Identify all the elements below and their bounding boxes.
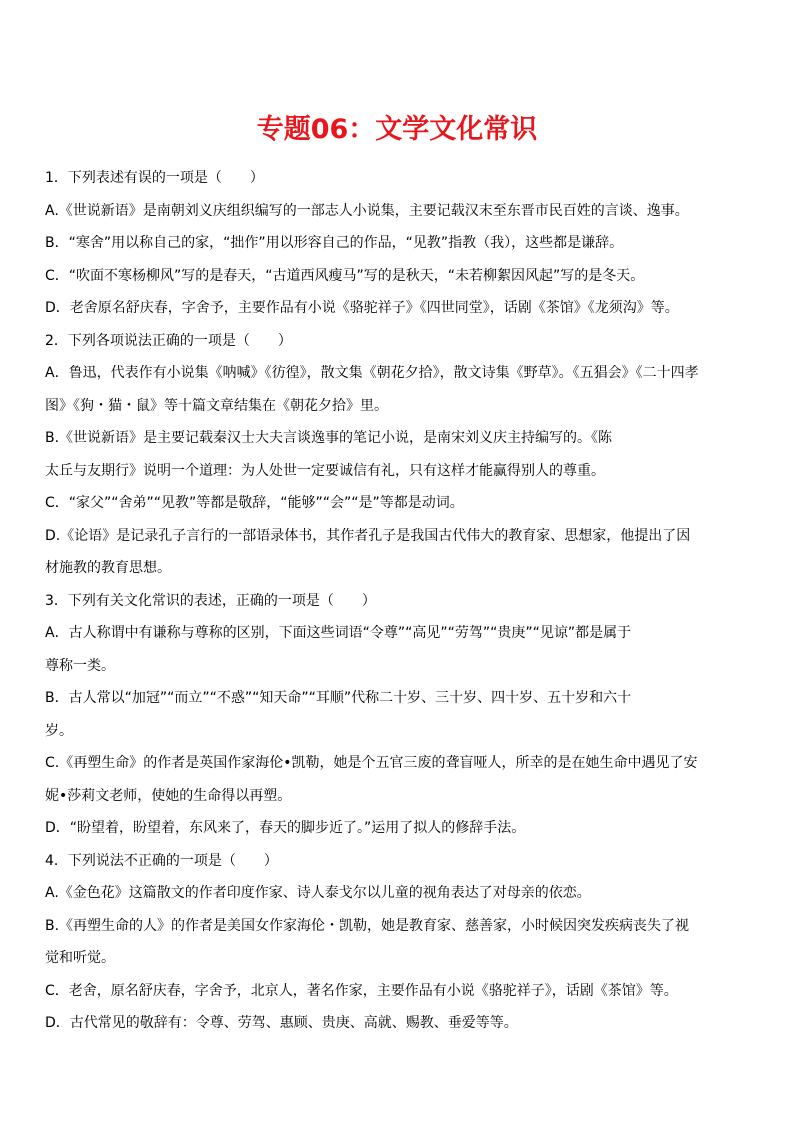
question-2-option-d-continued: 材施教的教育思想。 (45, 560, 171, 576)
question-2-option-d: D.《论语》是记录孔子言行的一部语录体书，其作者孔子是我国古代伟大的教育家、思想家，他提出了因 (45, 527, 691, 544)
question-3-option-b: B．古人常以“加冠”“而立”“不惑”“知天命”“耳顺”代称二十岁、三十岁、四十岁、五十岁和六十 (45, 690, 632, 706)
question-3-option-a: A．古人称谓中有谦称与尊称的区别，下面这些词语“令尊”“高见”“劳驾”“贵庚”“见谅”都是属于 (45, 625, 632, 641)
question-1-option-b: B．“寒舍”用以称自己的家，“拙作”用以形容自己的作品，“见教”指教（我），这些都是谦辞。 (45, 235, 624, 251)
question-2-option-a-continued: 图》《狗・猫・鼠》等十篇文章结集在《朝花夕拾》里。 (45, 397, 388, 414)
question-4-option-b: B.《再塑生命的人》的作者是美国女作家海伦・凯勒，她是教育家、慈善家，小时候因突发疾病丧失了视 (45, 917, 690, 934)
question-1-option-d: D．老舍原名舒庆春，字舍予，主要作品有小说《骆驼祥子》《四世同堂》，话剧《茶馆》《龙须沟》等。 (45, 300, 679, 316)
question-1-option-a: A.《世说新语》是南朝刘义庆组织编写的一部志人小说集，主要记载汉末至东晋市民百姓的言谈、逸事。 (45, 202, 689, 219)
question-3-option-c-continued: 妮•莎莉文老师，使她的生命得以再塑。 (45, 787, 292, 804)
question-4-option-a: A.《金色花》这篇散文的作者印度作家、诗人泰戈尔以儿童的视角表达了对母亲的依恋。 (45, 885, 591, 901)
question-2-stem: 2．下列各项说法正确的一项是（ ） (45, 332, 292, 349)
question-4-option-d: D．古代常见的敬辞有：令尊、劳驾、惠顾、贵庚、高就、赐教、垂爱等等。 (45, 1015, 518, 1031)
question-2-option-a: A．鲁迅，代表作有小说集《呐喊》《彷徨》，散文集《朝花夕拾》，散文诗集《野草》。《五猖会》《二十四孝 (45, 365, 699, 381)
question-4-option-c: C．老舍，原名舒庆春，字舍予，北京人，著名作家，主要作品有小说《骆驼祥子》，话剧《茶馆》等。 (45, 982, 678, 999)
question-3-option-c: C.《再塑生命》的作者是英国作家海伦•凯勒，她是个五官三废的聋盲哑人，所幸的是在她生命中遇见了安 (45, 755, 698, 771)
page-title: 专题06：文学文化常识 (256, 114, 538, 145)
question-3-option-b-continued: 岁。 (45, 722, 73, 739)
question-list (45, 162, 747, 1040)
question-3-option-a-continued: 尊称一类。 (45, 657, 115, 674)
question-3-stem: 3．下列有关文化常识的表述，正确的一项是（ ） (45, 592, 376, 609)
question-2-option-c: C．“家父”“舍弟”“见教”等都是敬辞，“能够”“会”“是”等都是动词。 (45, 495, 464, 511)
question-3-option-d: D．“盼望着，盼望着，东风来了，春天的脚步近了。”运用了拟人的修辞手法。 (45, 820, 526, 836)
question-2-option-b: B.《世说新语》是主要记载秦汉士大夫言谈逸事的笔记小说，是南宋刘义庆主持编写的。《陈 (45, 430, 613, 446)
question-2-option-b-continued: 太丘与友期行》说明一个道理：为人处世一定要诚信有礼，只有这样才能赢得别人的尊重。 (45, 462, 605, 479)
question-4-option-b-continued: 觉和听觉。 (45, 950, 115, 966)
question-1-stem: 1．下列表述有误的一项是（ ） (45, 170, 264, 186)
question-1-option-c: C．“吹面不寒杨柳风”写的是春天，“古道西风瘦马”写的是秋天，“未若柳絮因风起”写的是冬天。 (45, 267, 645, 284)
question-4-stem: 4．下列说法不正确的一项是（ ） (45, 852, 278, 869)
